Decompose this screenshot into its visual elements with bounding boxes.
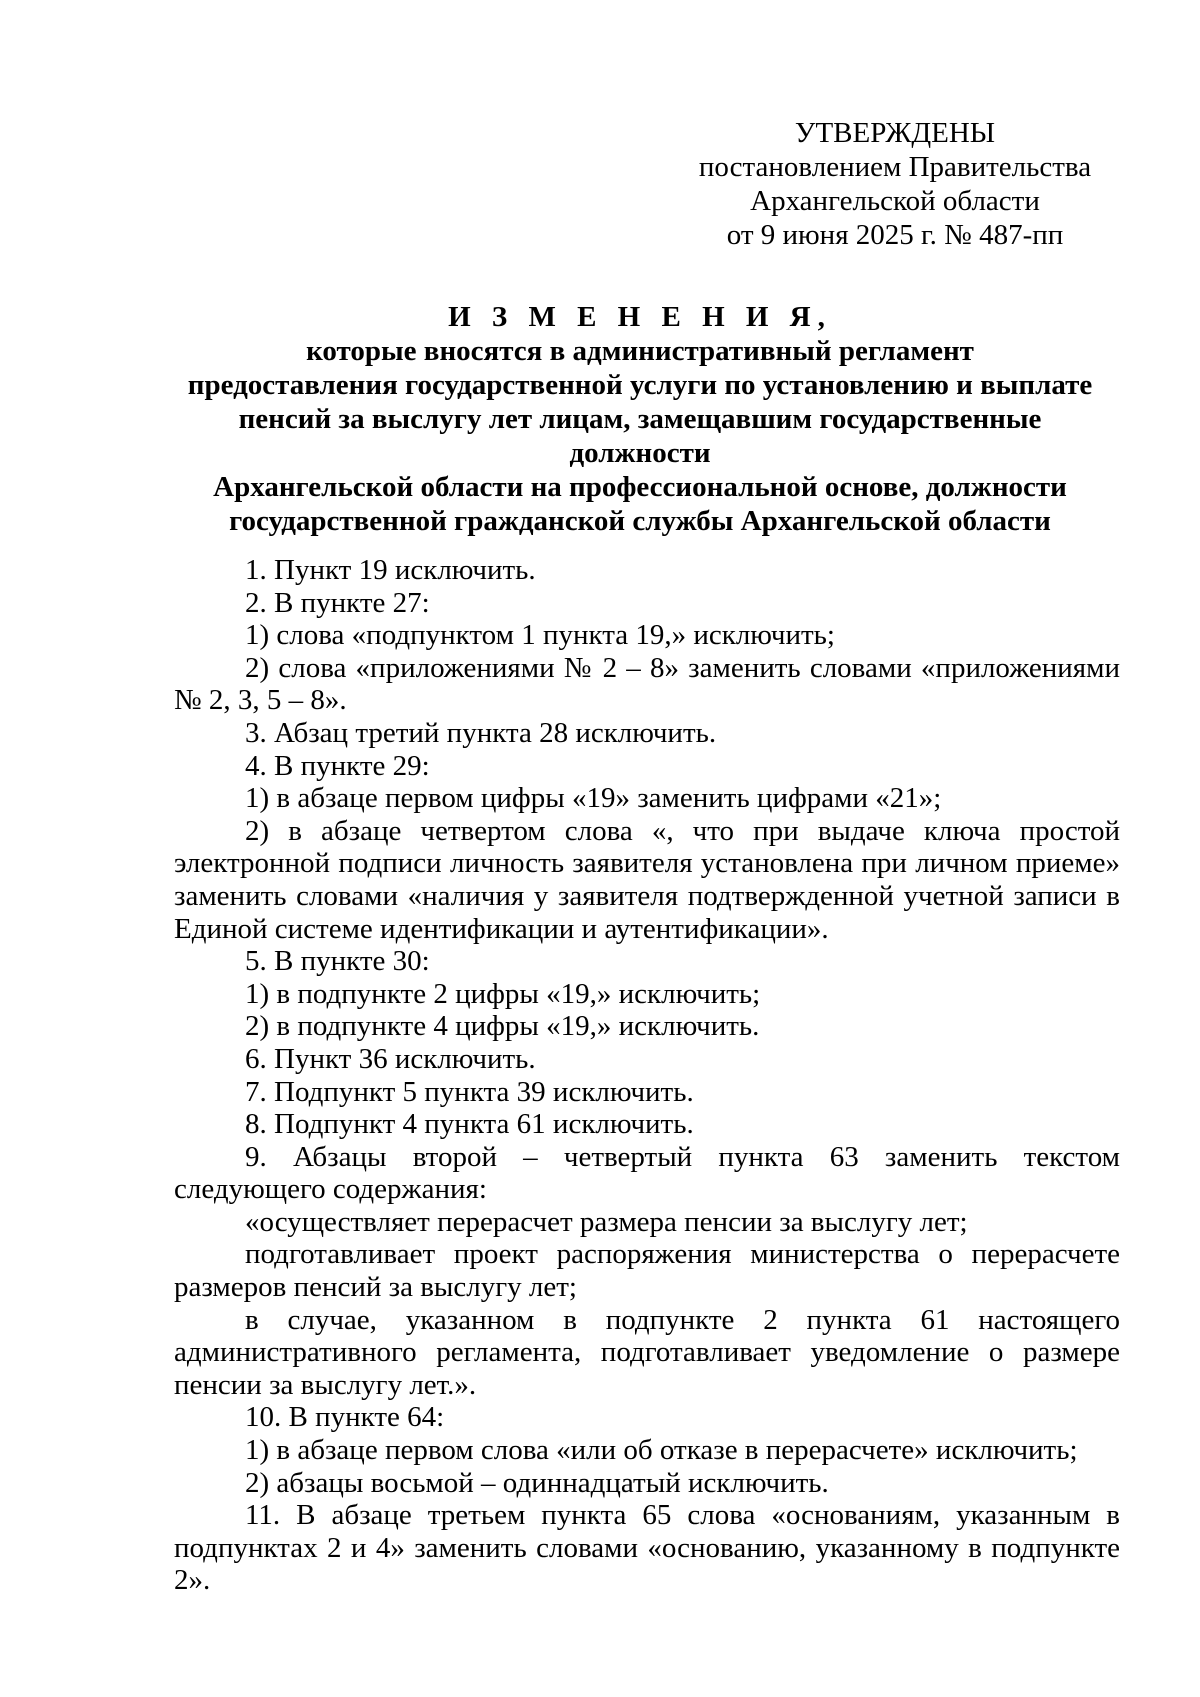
body-paragraph: 8. Подпункт 4 пункта 61 исключить.: [245, 1108, 694, 1141]
body-paragraph: 1) слова «подпунктом 1 пункта 19,» исключить;: [245, 619, 835, 652]
body-paragraph: в случае, указанном в подпункте 2 пункта 61 настоящего административного регламента, подготавливает уведомление о размере пенсии за выслугу лет.».: [174, 1303, 1120, 1401]
approval-heading: УТВЕРЖДЕНЫ: [794, 117, 996, 149]
body-paragraph: 7. Подпункт 5 пункта 39 исключить.: [245, 1075, 694, 1108]
approval-line: от 9 июня 2025 г. № 487-пп: [726, 219, 1064, 251]
body-paragraph: подготавливает проект распоряжения министерства о перерасчете размеров пенсий за выслугу лет;: [174, 1238, 1120, 1304]
subtitle-line: предоставления государственной услуги по установлению и выплате: [187, 369, 1093, 401]
subtitle-line: которые вносятся в административный регламент: [306, 335, 974, 367]
body-paragraph: 2. В пункте 27:: [245, 586, 430, 619]
approval-line: постановлением Правительства: [698, 151, 1092, 183]
body-paragraph: 4. В пункте 29:: [245, 749, 430, 782]
body-paragraph: 1. Пункт 19 исключить.: [245, 554, 536, 586]
body-paragraph: 11. В абзаце третьем пункта 65 слова «основаниям, указанным в подпунктах 2 и 4» заменить словами «основанию, указанному в подпункте 2».: [174, 1499, 1120, 1597]
subtitle-line: государственной гражданской службы Архангельской области: [229, 505, 1051, 537]
body-paragraph: 6. Пункт 36 исключить.: [245, 1042, 536, 1075]
subtitle-line: Архангельской области на профессиональной основе, должности: [213, 471, 1067, 503]
body-paragraph: 2) абзацы восьмой – одиннадцатый исключить.: [245, 1466, 829, 1499]
body-paragraph: 1) в подпункте 2 цифры «19,» исключить;: [245, 977, 761, 1010]
body-paragraph: 2) в абзаце четвертом слова «, что при выдаче ключа простой электронной подписи личность заявителя установлена при личном приеме» заменить словами «наличия у заявителя подтвержденной учетной записи в Единой системе идентификации и аутентификации».: [174, 814, 1120, 945]
body-paragraph: 3. Абзац третий пункта 28 исключить.: [245, 716, 717, 749]
body-paragraph: 1) в абзаце первом слова «или об отказе в перерасчете» исключить;: [245, 1434, 1078, 1467]
body-paragraph: 2) в подпункте 4 цифры «19,» исключить.: [245, 1010, 760, 1043]
approval-line: Архангельской области: [750, 185, 1040, 217]
title-word: И З М Е Н Е Н И Я,: [448, 301, 832, 333]
body-paragraph: 5. В пункте 30:: [245, 945, 430, 978]
body-paragraph: 2) слова «приложениями № 2 – 8» заменить словами «приложениями № 2, 3, 5 – 8».: [174, 651, 1120, 717]
document-body: [174, 554, 1120, 1597]
body-paragraph: «осуществляет перерасчет размера пенсии за выслугу лет;: [245, 1205, 968, 1238]
body-paragraph: 1) в абзаце первом цифры «19» заменить цифрами «21»;: [245, 782, 942, 815]
approval-stamp: [680, 116, 1110, 252]
subtitle-line: пенсий за выслугу лет лицам, замещавшим государственные должности: [238, 403, 1042, 469]
document-title: [170, 300, 1110, 538]
body-paragraph: 10. В пункте 64:: [245, 1401, 445, 1434]
body-paragraph: 9. Абзацы второй – четвертый пункта 63 заменить текстом следующего содержания:: [174, 1140, 1120, 1206]
